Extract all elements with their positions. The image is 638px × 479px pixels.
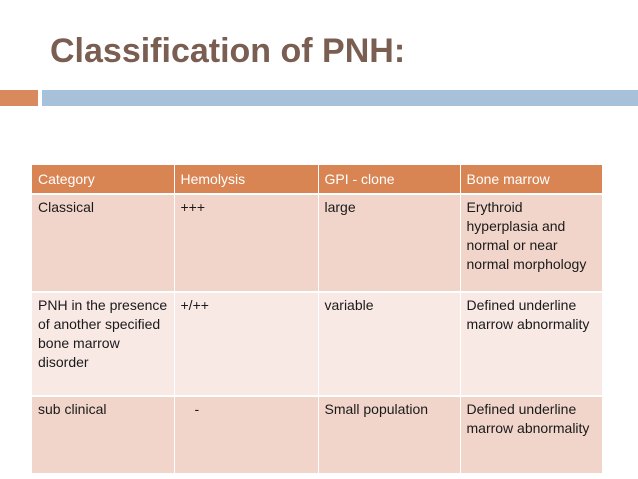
header-hemolysis: Hemolysis [174,165,318,194]
header-bone-marrow: Bone marrow [460,165,602,194]
accent-bar-blue [42,90,638,106]
cell-gpi-clone: variable [318,292,460,396]
header-gpi-clone: GPI - clone [318,165,460,194]
cell-bone-marrow: Erythroid hyperplasia and normal or near normal morphology [460,194,602,292]
cell-bone-marrow: Defined underline marrow abnormality [460,292,602,396]
cell-hemolysis: - [174,396,318,474]
slide-title: Classification of PNH: [50,32,406,70]
cell-category: PNH in the presence of another specified bone marrow disorder [32,292,174,396]
classification-table [32,165,602,475]
cell-bone-marrow: Defined underline marrow abnormality [460,396,602,474]
cell-gpi-clone: Small population [318,396,460,474]
table-row [32,194,602,292]
table-header-row [32,165,602,194]
table-row [32,292,602,396]
cell-category: sub clinical [32,396,174,474]
cell-hemolysis: +++ [174,194,318,292]
table-row [32,396,602,474]
cell-category: Classical [32,194,174,292]
header-category: Category [32,165,174,194]
cell-hemolysis: +/++ [174,292,318,396]
accent-bar-orange [0,90,38,106]
cell-gpi-clone: large [318,194,460,292]
